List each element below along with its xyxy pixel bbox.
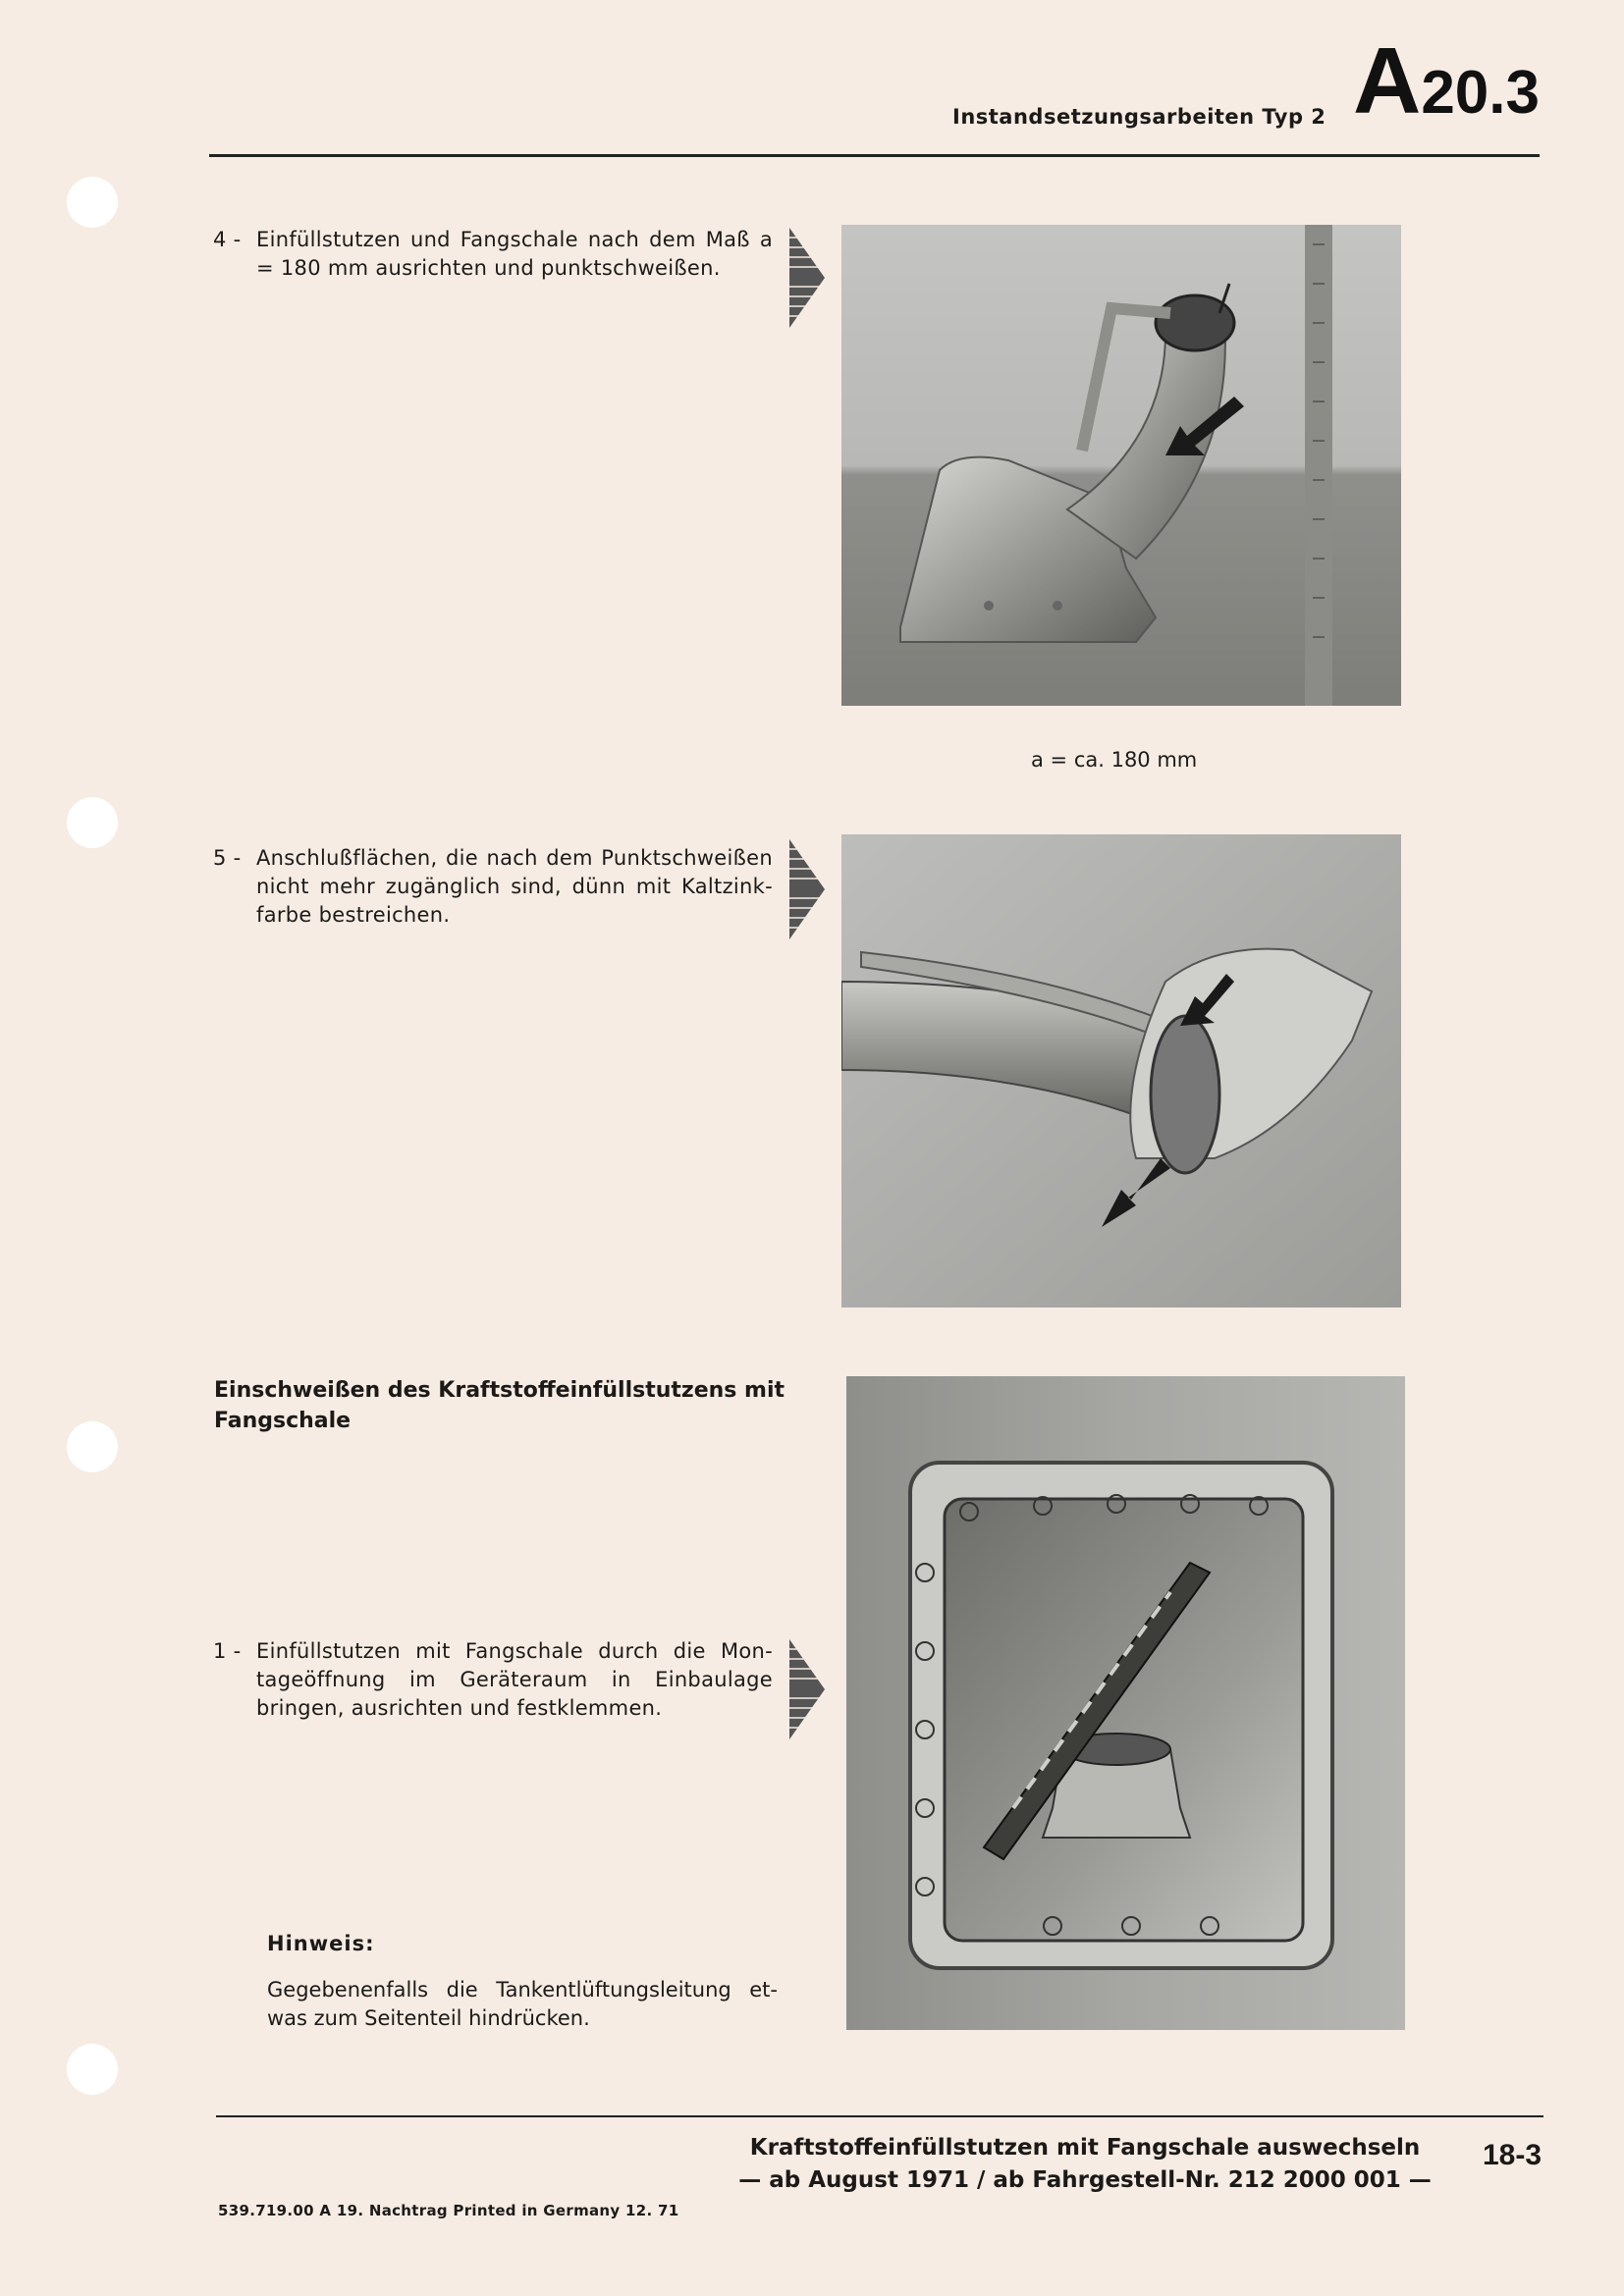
- pointer-arrow-icon: [789, 839, 825, 939]
- note-title: Hinweis:: [267, 1932, 375, 1955]
- punch-hole: [67, 1421, 118, 1472]
- step-text: Einfüllstutzen und Fangschale nach dem Maß a = 180 mm ausrichten und punktschweißen.: [256, 228, 773, 280]
- step-4: [213, 226, 773, 283]
- step-text: Anschlußflächen, die nach dem Punktschweißen nicht mehr zugänglich sind, dünn mit Kaltzink-farbe bestreichen.: [256, 846, 773, 927]
- step-text: Einfüllstutzen mit Fangschale durch die Mon-tageöffnung im Geräteraum in Einbaulage bringen, ausrichten und festklemmen.: [256, 1639, 773, 1720]
- punch-hole: [67, 797, 118, 848]
- footer-title-line-1: Kraftstoffeinfüllstutzen mit Fangschale auswechseln: [749, 2135, 1421, 2161]
- footer-title: [727, 2132, 1443, 2197]
- photo-contact-surfaces: [841, 834, 1401, 1308]
- manual-section-code: [1353, 28, 1540, 133]
- section-code-number: 20.3: [1421, 59, 1540, 127]
- step-1: [213, 1637, 773, 1723]
- photo-filler-neck-measurement: [841, 225, 1401, 706]
- pointer-arrow-icon: [789, 1639, 825, 1739]
- note-body: Gegebenenfalls die Tankentlüftungsleitung et-was zum Seitenteil hindrücken.: [267, 1978, 778, 2030]
- section-heading: Einschweißen des Kraftstoffeinfüllstutzens mit Fangschale: [214, 1378, 785, 1433]
- footer-rule: [216, 2115, 1543, 2117]
- punch-hole: [67, 2044, 118, 2095]
- punch-hole: [67, 177, 118, 228]
- step-number: 5 -: [213, 846, 242, 870]
- header-rule: [209, 154, 1540, 157]
- footer-title-line-2: — ab August 1971 / ab Fahrgestell-Nr. 212 2000 001 —: [738, 2167, 1432, 2193]
- imprint: 539.719.00 A 19. Nachtrag Printed in Germany 12. 71: [218, 2202, 679, 2219]
- photo-installation-opening: [846, 1376, 1405, 2030]
- step-5: [213, 844, 773, 930]
- pointer-arrow-icon: [789, 228, 825, 328]
- step-number: 4 -: [213, 228, 242, 251]
- section-title: Instandsetzungsarbeiten Typ 2: [952, 105, 1326, 129]
- page-number: 18-3: [1483, 2139, 1543, 2171]
- section-code-letter: A: [1353, 28, 1422, 133]
- photo-caption: a = ca. 180 mm: [1031, 748, 1198, 772]
- step-number: 1 -: [213, 1639, 242, 1663]
